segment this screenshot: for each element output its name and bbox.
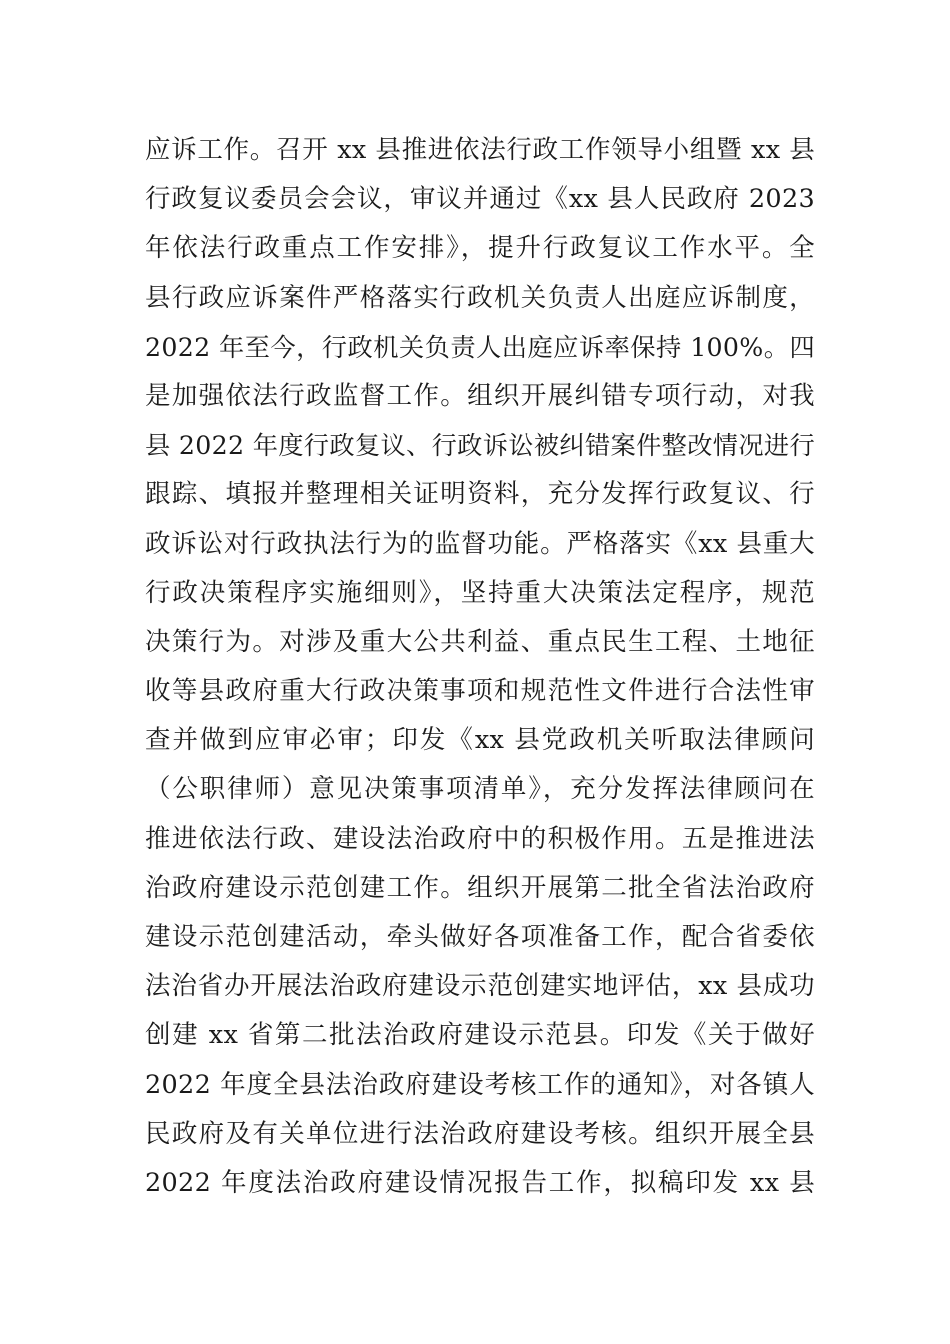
text-line: 建设示范创建活动，牵头做好各项准备工作，配合省委依 — [145, 922, 815, 952]
text-line: 决策行为。对涉及重大公共利益、重点民生工程、土地征 — [145, 626, 815, 657]
text-line: 查并做到应审必审；印发《xx 县党政机关听取法律顾问 — [145, 725, 815, 756]
text-line: 民政府及有关单位进行法治政府建设考核。组织开展全县 — [145, 1118, 815, 1149]
text-line: 行政决策程序实施细则》，坚持重大决策法定程序，规范 — [145, 577, 815, 608]
text-line: 推进依法行政、建设法治政府中的积极作用。五是推进法 — [145, 823, 815, 854]
text-line: （公职律师）意见决策事项清单》，充分发挥法律顾问在 — [145, 774, 815, 805]
text-line: 创建 xx 省第二批法治政府建设示范县。印发《关于做好 — [145, 1020, 815, 1051]
text-line: 2022 年度法治政府建设情况报告工作，拟稿印发 xx 县 — [145, 1167, 815, 1198]
text-line: 2022 年至今，行政机关负责人出庭应诉率保持 100%。四 — [145, 332, 815, 362]
text-line: 县行政应诉案件严格落实行政机关负责人出庭应诉制度， — [145, 282, 815, 313]
text-line: 行政复议委员会会议，审议并通过《xx 县人民政府 2023 — [145, 184, 815, 215]
text-line: 应诉工作。召开 xx 县推进依法行政工作领导小组暨 xx 县 — [145, 135, 815, 165]
text-line: 治政府建设示范创建工作。组织开展第二批全省法治政府 — [145, 872, 815, 903]
text-line: 法治省办开展法治政府建设示范创建实地评估，xx 县成功 — [145, 971, 815, 1002]
text-line: 政诉讼对行政执法行为的监督功能。严格落实《xx 县重大 — [145, 528, 815, 559]
body-paragraph — [145, 126, 815, 1208]
text-line: 是加强依法行政监督工作。组织开展纠错专项行动，对我 — [145, 380, 815, 411]
text-line: 年依法行政重点工作安排》，提升行政复议工作水平。全 — [145, 233, 815, 264]
text-line: 跟踪、填报并整理相关证明资料，充分发挥行政复议、行 — [145, 479, 815, 510]
text-line: 收等县政府重大行政决策事项和规范性文件进行合法性审 — [145, 676, 815, 707]
text-line: 县 2022 年度行政复议、行政诉讼被纠错案件整改情况进行 — [145, 431, 815, 461]
text-line: 2022 年度全县法治政府建设考核工作的通知》，对各镇人 — [145, 1069, 815, 1100]
